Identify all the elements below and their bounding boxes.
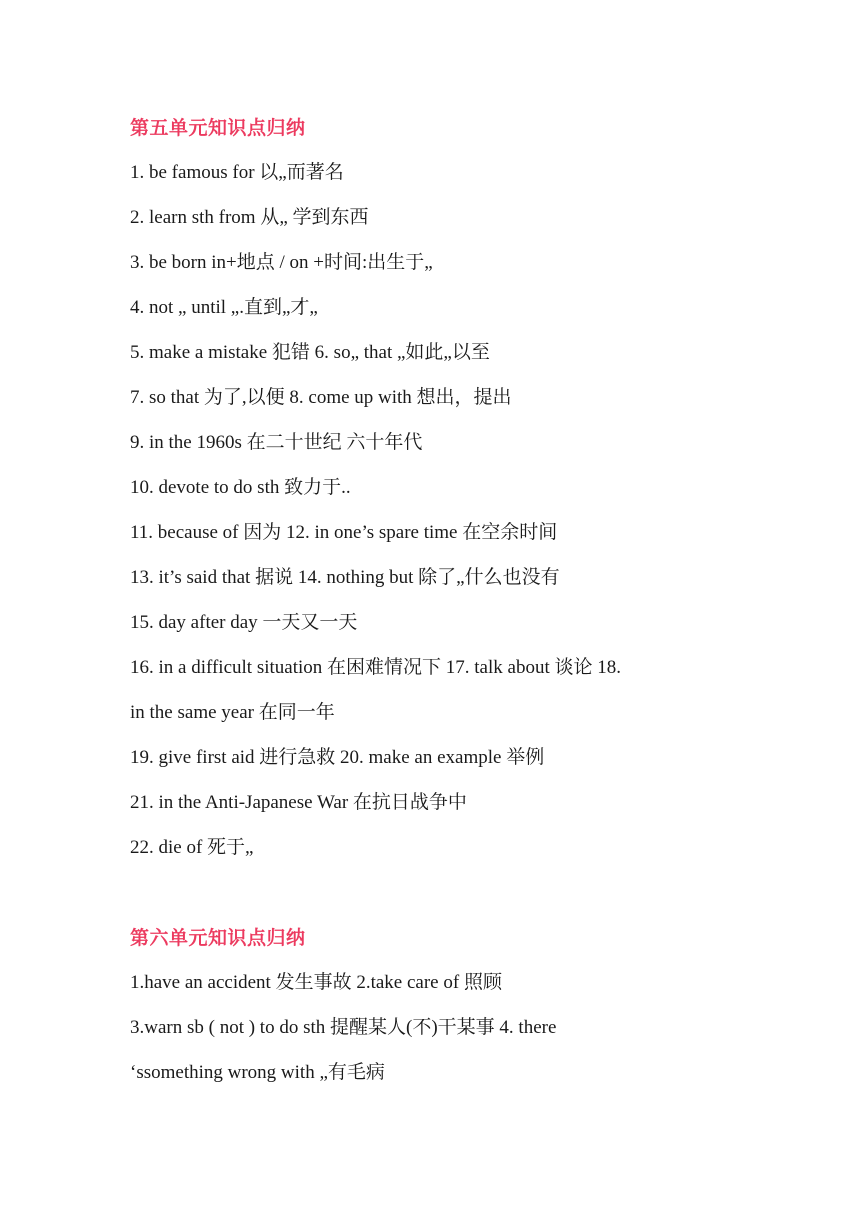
unit5-line-2: 2. learn sth from 从„ 学到东西 bbox=[130, 207, 369, 228]
unit6-heading: 第六单元知识点归纳 bbox=[130, 927, 306, 949]
unit5-line-6: 7. so that 为了,以便 8. come up with 想出，提出 bbox=[130, 387, 512, 408]
unit5-line-15: 21. in the Anti-Japanese War 在抗日战争中 bbox=[130, 792, 467, 813]
unit6-line-3: ‘ssomething wrong with „有毛病 bbox=[130, 1062, 385, 1083]
unit5-line-14: 19. give first aid 进行急救 20. make an example 举例 bbox=[130, 747, 545, 768]
unit5-line-5: 5. make a mistake 犯错 6. so„ that „如此„以至 bbox=[130, 342, 490, 363]
unit6-line-2: 3.warn sb ( not ) to do sth 提醒某人(不)干某事 4. there bbox=[130, 1017, 557, 1038]
unit5-section bbox=[130, 112, 740, 877]
unit5-line-8: 10. devote to do sth 致力于.. bbox=[130, 477, 351, 498]
unit6-line-1: 1.have an accident 发生事故 2.take care of 照顾 bbox=[130, 972, 502, 993]
unit5-line-16: 22. die of 死于„ bbox=[130, 837, 254, 858]
unit5-line-7: 9. in the 1960s 在二十世纪 六十年代 bbox=[130, 432, 423, 453]
unit5-line-9: 11. because of 因为 12. in one’s spare time 在空余时间 bbox=[130, 522, 558, 543]
unit5-line-13: in the same year 在同一年 bbox=[130, 702, 335, 723]
unit6-section bbox=[130, 922, 740, 1102]
unit5-heading: 第五单元知识点归纳 bbox=[130, 117, 306, 139]
unit5-line-10: 13. it’s said that 据说 14. nothing but 除了„什么也没有 bbox=[130, 567, 560, 588]
unit5-line-1: 1. be famous for 以„而著名 bbox=[130, 162, 344, 183]
unit5-line-3: 3. be born in+地点 / on +时间:出生于„ bbox=[130, 252, 433, 273]
unit5-line-12: 16. in a difficult situation 在困难情况下 17. talk about 谈论 18. bbox=[130, 657, 621, 678]
unit5-line-11: 15. day after day 一天又一天 bbox=[130, 612, 358, 633]
unit5-line-4: 4. not „ until „.直到„才„ bbox=[130, 297, 318, 318]
